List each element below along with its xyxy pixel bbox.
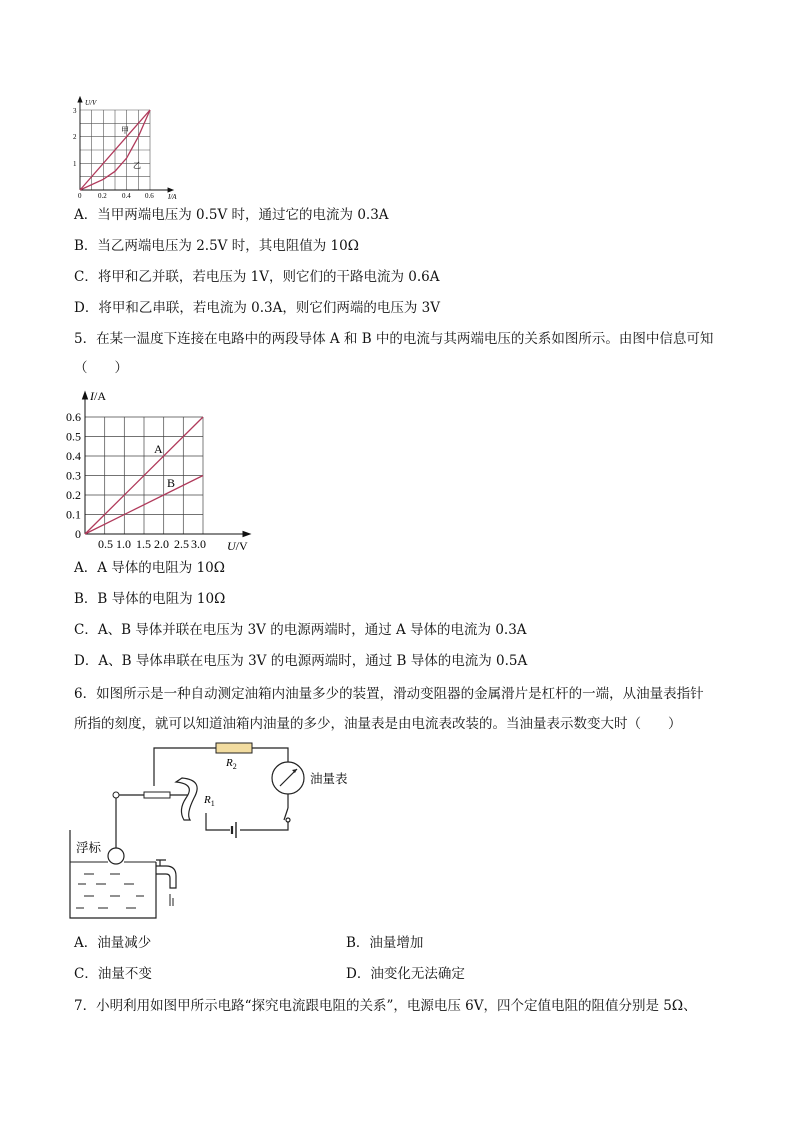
y-tick: 0.1 [66,507,81,522]
q5-stem-line2: （ ） [74,360,128,376]
y-tick: 0.2 [66,488,81,502]
q5-option-b[interactable]: B．B 导体的电阻为 10Ω [74,591,226,607]
label-float: 浮标 [76,841,102,855]
float-ball [108,848,124,864]
tap-handle [156,860,166,866]
drain-tap [156,866,176,888]
q4-option-c[interactable]: C．将甲和乙并联，若电压为 1V，则它们的干路电流为 0.6A [74,269,440,285]
q4-option-d[interactable]: D．将甲和乙串联，若电流为 0.3A，则它们两端的电压为 3V [74,300,440,316]
series-label-jia: 甲 [121,126,129,135]
y-tick: 0.3 [66,468,81,483]
x-tick: 0 [78,192,82,200]
label-r2: $R_2$ [226,757,237,771]
y-tick: 0 [75,527,81,541]
y-axis-label: I/A [90,389,107,403]
label-oil-meter: 油量表 [310,772,348,786]
switch-contact [286,818,290,822]
q6-option-d[interactable]: D．油变化无法确定 [346,966,465,982]
oil-gauge-circuit-diagram [64,740,364,925]
q5-option-d[interactable]: D．A、B 导体串联在电压为 3V 的电源两端时，通过 B 导体的电流为 0.5A [74,653,528,669]
x-tick: 1.5 [136,537,151,551]
series-label-a: A [154,442,163,456]
q5-option-a[interactable]: A．A 导体的电阻为 10Ω [74,560,225,576]
label-r1: $R_1$ [204,794,215,808]
x-axis-label: I/A [168,193,177,200]
q4-option-b[interactable]: B．当乙两端电压为 2.5V 时，其电阻值为 10Ω [74,238,359,254]
wire [252,748,288,762]
y-tick: 1 [73,160,77,168]
axes [78,97,173,192]
wire [240,822,288,830]
x-tick: 2.5 [174,537,189,551]
y-tick: 0.6 [66,410,81,424]
pivot [113,792,119,798]
q5-stem-line1: 5．在某一温度下连接在电路中的两段导体 A 和 B 中的电流与其两端电压的关系如图所示。由图中信息可知 [74,331,714,347]
q6-stem-line1: 6．如图所示是一种自动测定油箱内油量多少的装置，滑动变阻器的金属滑片是杠杆的一端，从油量表指针 [74,686,704,702]
x-tick: 0.6 [145,192,154,200]
y-tick: 2 [73,133,77,141]
figure-i-u-graph [60,382,260,554]
q6-stem-line2: 所指的刻度，就可以知道油箱内油量的多少，油量表是由电流表改装的。当油量表示数变大时（ ） [74,716,682,732]
figure-u-i-graph [70,96,190,200]
x-tick: 1.0 [116,537,131,551]
y-tick: 3 [73,107,77,115]
x-tick: 0.5 [98,537,113,551]
y-tick: 0.4 [66,449,81,463]
q5-option-c[interactable]: C．A、B 导体并联在电压为 3V 的电源两端时，通过 A 导体的电流为 0.3A [74,622,527,638]
y-tick: 0.5 [66,429,81,444]
rheostat-r1 [176,778,197,820]
oil [70,862,173,908]
wire [206,813,230,830]
q6-option-a[interactable]: A．油量减少 [74,935,152,951]
q6-option-b[interactable]: B．油量增加 [346,935,424,951]
series-label-yi: 乙 [133,161,141,170]
x-tick: 2.0 [154,537,169,551]
q6-option-c[interactable]: C．油量不变 [74,966,152,982]
x-tick: 0.4 [122,192,131,200]
q4-option-a[interactable]: A．当甲两端电压为 0.5V 时，通过它的电流为 0.3A [74,207,389,223]
x-tick: 0.2 [98,192,107,200]
slider [144,792,170,798]
x-axis-label: U/V [227,539,248,553]
y-axis-label: U/V [85,99,97,107]
x-tick: 3.0 [191,537,206,551]
series-label-b: B [167,476,176,490]
q7-stem-line1: 7．小明利用如图甲所示电路“探究电流跟电阻的关系”，电源电压 6V，四个定值电阻的阻值分别是 5Ω、 [74,998,697,1014]
resistor-r2 [216,743,252,753]
